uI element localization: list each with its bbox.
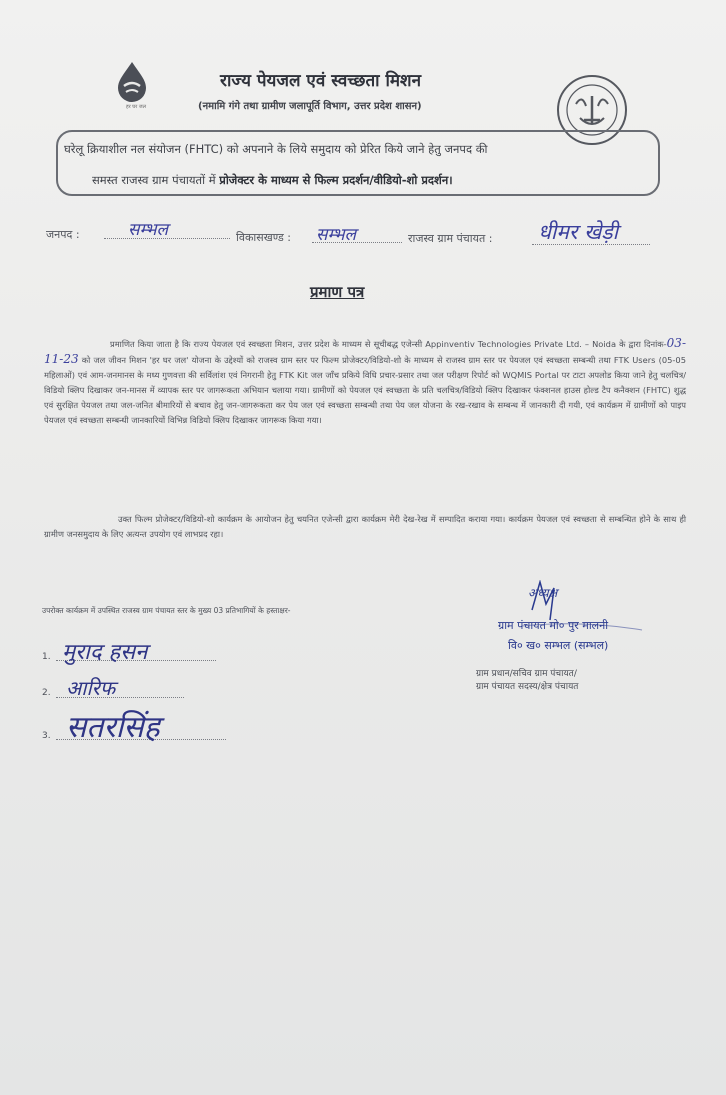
stamp-signature: अध्यक्ष [528, 586, 558, 600]
certificate-body [44, 336, 686, 428]
participant-1-signature: मुराद हसन [62, 640, 148, 665]
certificate-para2-text: उक्त फिल्म प्रोजेक्टर/विडियो-शो कार्यक्रम के आयोजन हेतु चयनित एजेन्सी द्वारा कार्यक्रम मेरी देख-रेख में सम्पादित कराया गया। कार्यक्रम पेयजल एवं स्वच्छता से सम्बन्धित होने के साथ ही ग्रामीण जनसमुदाय के लिए अत्यन्त उपयोग एवं लाभप्रद रहा। [44, 514, 686, 539]
block-value: सम्भल [316, 225, 357, 245]
stamp-line-1: ग्राम पंचायत मो० पुर मालनी [498, 619, 609, 632]
jal-jeevan-mission-logo [100, 60, 170, 130]
block-label: विकासखण्ड : [236, 231, 292, 244]
participant-2-signature: आरिफ [66, 676, 116, 700]
gram-panchayat-label: राजस्व ग्राम पंचायत : [408, 232, 493, 245]
certificate-para-2 [44, 512, 686, 542]
participant-3-number: 3. [42, 731, 51, 741]
participant-2-number: 2. [42, 688, 51, 698]
official-designation [476, 668, 656, 694]
logo-caption: हर घर जल [126, 104, 146, 110]
district-value: सम्भल [128, 220, 169, 240]
page-subtitle: (नमामि गंगे तथा ग्रामीण जलापूर्ति विभाग, उत्तर प्रदेश शासन) [198, 101, 422, 112]
certificate-para1-b: को जल जीवन मिशन 'हर घर जल' योजना के उद्देश्यों को राजस्व ग्राम स्तर पर फिल्म प्रोजेक्टर/विडियो-शो के माध्यम से राजस्व ग्राम स्तर पर पेयजल एवं स्वच्छता सम्बन्धी तथा FTK Users (05-05 महिलाओं) एवं आम-जनमानस के मध्य गुणवत्ता की सर्विलांश एवं निगरानी हेतु FTK Kit जल जाँच प्रकिये विधि प्रचार-प्रसार तथा जल परीक्षण रिपोर्ट को WQMIS Portal पर टाटा अपलोड किया जाने हेतु चलचित्र/विडियो क्लिप दिखाकर जन-मानस में व्यापक स्तर पर जागरूकता अभियान चलाया गया। ग्रामीणों को पेयजल एवं स्वच्छता के प्रति चलचित्र/विडियो क्लिप दिखाकर फंक्शनल हाउस होल्ड टैप कनैक्शन (FHTC) शुद्ध एवं सुरक्षित पेयजल तथा जल-जनित बीमारियों से बचाव हेतु जन-जागरूकता कर पेय जल एवं स्वच्छता सम्बन्धी तथा पेय जल योजना के रख-रखाव के सम्बन्ध में जानकारी दी गयी, एवं कार्यक्रम में ग्रामीणों को पाइप पेयजल एवं स्वच्छता सम्बन्धी जानकारियों विभिन्न विडियो क्लिप दिखाकर जागरूक किया गया। [44, 355, 686, 425]
certificate-para1-a: प्रमाणित किया जाता है कि राज्य पेयजल एवं स्वच्छता मिशन, उत्तर प्रदेश के माध्यम से सूचीबद्ध एजेन्सी Appinventiv Technologies Private Ltd. – Noida के द्वारा दिनांक- [110, 339, 667, 349]
banner-line-2-bold: प्रोजेक्टर के माध्यम से फिल्म प्रदर्शन/वीडियो-शो प्रदर्शन। [219, 173, 453, 187]
page-title: राज्य पेयजल एवं स्वच्छता मिशन [220, 71, 422, 91]
gram-panchayat-value: धीमर खेड़ी [538, 220, 619, 244]
official-line-2: ग्राम पंचायत सदस्य/क्षेत्र पंचायत [476, 682, 579, 692]
official-line-1: ग्राम प्रधान/सचिव ग्राम पंचायत/ [476, 669, 577, 679]
participants-intro: उपरोक्त कार्यक्रम में उपस्थित राजस्व ग्राम पंचायत स्तर के मुख्य 03 प्रतिभागियों के हस्ताक्षर- [42, 606, 291, 615]
certificate-title: प्रमाण पत्र [310, 283, 365, 301]
banner-line-2-prefix: समस्त राजस्व ग्राम पंचायतों में [92, 173, 220, 187]
stamp-line-2: वि० ख० सम्भल (सम्भल) [508, 639, 609, 652]
participant-1-number: 1. [42, 652, 51, 662]
participant-3-signature: सतरसिंह [66, 710, 160, 745]
certificate-date: 03-11-23 [44, 336, 686, 366]
banner-line-2 [92, 173, 453, 188]
district-label: जनपद : [46, 228, 80, 241]
banner-line-1: घरेलू क्रियाशील नल संयोजन (FHTC) को अपनाने के लिये समुदाय को प्रेरित किये जाने हेतु जनपद की [64, 142, 488, 156]
